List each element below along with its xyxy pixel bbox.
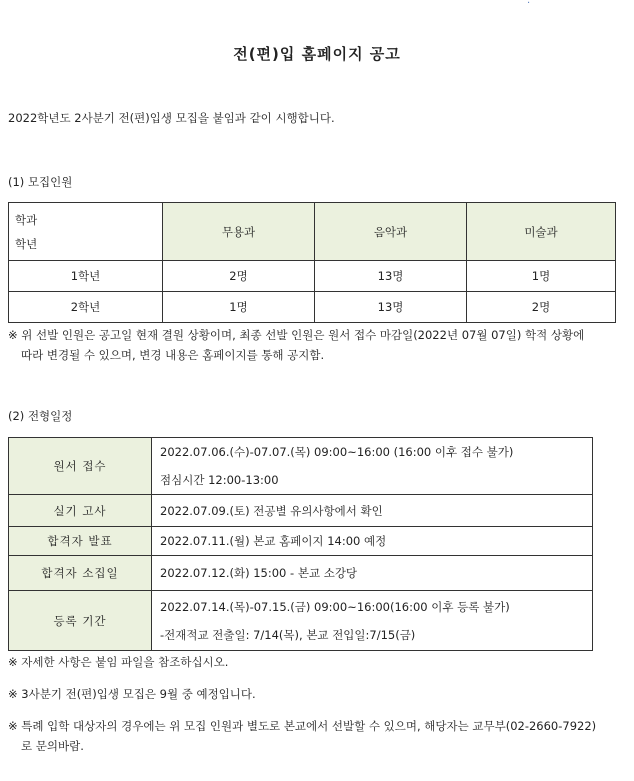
schedule-value: 2022.07.12.(화) 15:00 - 본교 소강당 (152, 556, 593, 591)
column-header: 미술과 (467, 203, 616, 261)
recruitment-note (8, 325, 623, 365)
page-title: 전(편)입 홈페이지 공고 (233, 45, 401, 63)
column-header: 무용과 (163, 203, 315, 261)
corner-dot: · (527, 0, 531, 9)
corner-grade-label: 학년 (15, 236, 38, 251)
table-cell: 2명 (467, 292, 616, 323)
schedule-value (152, 438, 593, 495)
note-special-admission (8, 716, 628, 756)
table-row (9, 495, 593, 527)
table-row (9, 438, 593, 495)
note-line: 로 문의바람. (21, 739, 84, 753)
schedule-table (8, 437, 593, 651)
column-header: 음악과 (315, 203, 467, 261)
schedule-line: -전재적교 전출일: 7/14(목), 본교 전입일:7/15(금) (160, 627, 416, 642)
schedule-label: 합격자 소집일 (9, 556, 152, 591)
corner-dept-label: 학과 (15, 212, 38, 227)
note-next-quarter: ※ 3사분기 전(편)입생 모집은 9월 중 예정입니다. (8, 687, 256, 701)
schedule-value: 2022.07.09.(토) 전공별 유의사항에서 확인 (152, 495, 593, 527)
row-label: 1학년 (9, 261, 163, 292)
row-label: 2학년 (9, 292, 163, 323)
table-cell: 1명 (467, 261, 616, 292)
schedule-label: 실기 고사 (9, 495, 152, 527)
table-cell: 1명 (163, 292, 315, 323)
intro-text: 2022학년도 2사분기 전(편)입생 모집을 붙임과 같이 시행합니다. (8, 111, 335, 125)
section-heading-recruitment: (1) 모집인원 (8, 175, 73, 189)
table-row (9, 556, 593, 591)
table-row (9, 527, 593, 556)
schedule-line: 2022.07.06.(수)-07.07.(목) 09:00~16:00 (16:00 이후 접수 불가) (160, 445, 514, 459)
table-row (9, 292, 616, 323)
schedule-value (152, 591, 593, 651)
recruitment-table (8, 202, 616, 323)
schedule-value: 2022.07.11.(월) 본교 홈페이지 14:00 예정 (152, 527, 593, 556)
schedule-line: 2022.07.14.(목)-07.15.(금) 09:00~16:00(16:00 이후 등록 불가) (160, 599, 510, 614)
table-row (9, 591, 593, 651)
table-cell: 13명 (315, 261, 467, 292)
note-attachment: ※ 자세한 사항은 붙임 파일을 참조하십시오. (8, 655, 229, 669)
table-cell: 13명 (315, 292, 467, 323)
note-line: 따라 변경될 수 있으며, 변경 내용은 홈페이지를 통해 공지함. (21, 348, 325, 362)
schedule-label: 원서 접수 (9, 438, 152, 495)
schedule-label: 등록 기간 (9, 591, 152, 651)
table-cell: 2명 (163, 261, 315, 292)
table-row (9, 261, 616, 292)
note-line: ※ 특례 입학 대상자의 경우에는 위 모집 인원과 별도로 본교에서 선발할 수 있으며, 해당자는 교무부(02-2660-7922) (8, 719, 597, 733)
note-line: ※ 위 선발 인원은 공고일 현재 결원 상황이며, 최종 선발 인원은 원서 접수 마감일(2022년 07월 07일) 학적 상황에 (8, 328, 585, 342)
schedule-label: 합격자 발표 (9, 527, 152, 556)
section-heading-schedule: (2) 전형일정 (8, 409, 73, 423)
corner-cell (9, 203, 163, 261)
schedule-line: 점심시간 12:00-13:00 (160, 473, 279, 487)
